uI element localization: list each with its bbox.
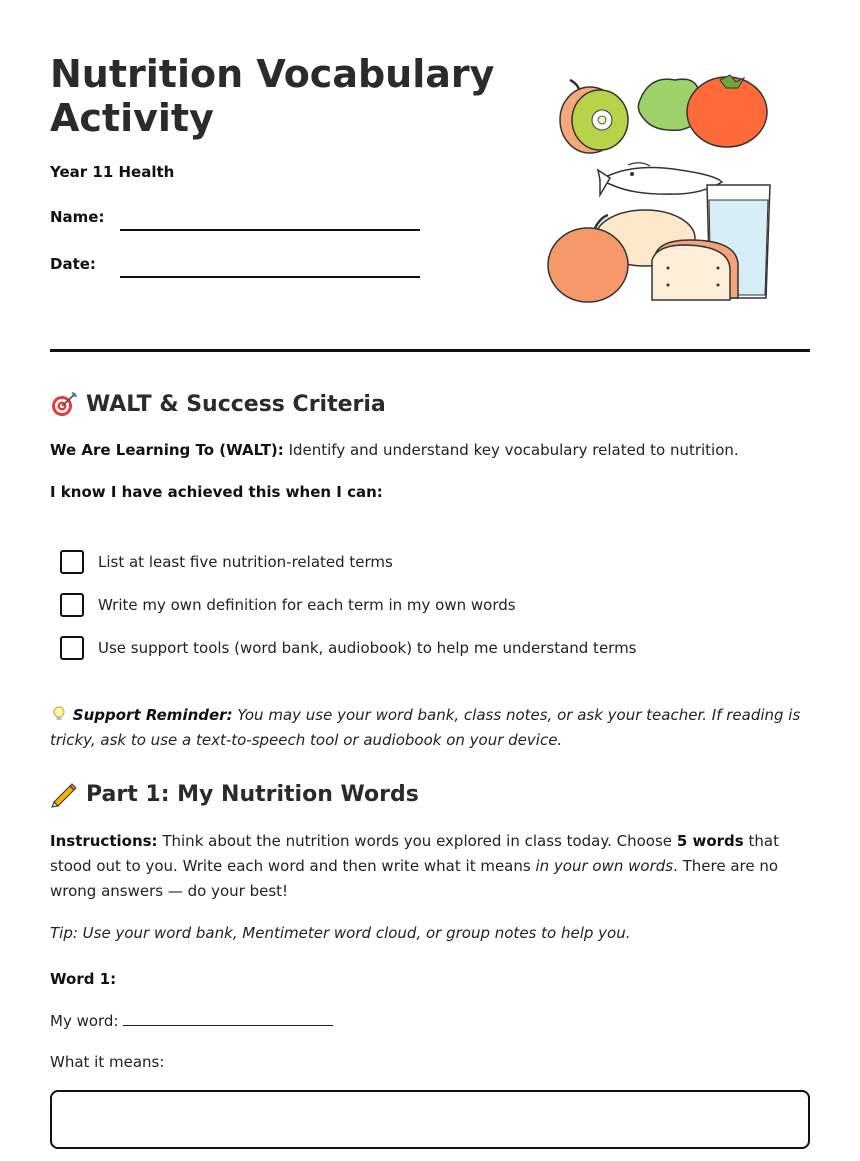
instructions-text: Think about the nutrition words you explored in class today. Choose: [162, 832, 673, 850]
tomato-icon: [687, 75, 767, 147]
tip-text: Tip: Use your word bank, Mentimeter word cloud, or group notes to help you.: [50, 924, 631, 942]
section-divider: [50, 349, 810, 352]
word-heading-text: Word 1:: [50, 970, 117, 988]
instructions: [50, 829, 810, 904]
lightbulb-icon: [50, 705, 68, 723]
definition-answer-box[interactable]: [50, 1090, 810, 1149]
criteria-intro-text: I know I have achieved this when I can:: [50, 483, 383, 501]
class-subtitle: Year 11 Health: [50, 163, 175, 181]
target-icon: [50, 390, 78, 418]
reminder-label: Support Reminder:: [72, 706, 233, 724]
page-title: Nutrition Vocabulary Activity: [50, 52, 495, 140]
criteria-checkbox[interactable]: [60, 636, 84, 660]
criteria-label: List at least five nutrition-related terms: [98, 553, 393, 571]
word-heading: [50, 967, 810, 992]
walt-statement: [50, 438, 810, 463]
instructions-label: Instructions:: [50, 832, 158, 850]
instructions-text: . There are no wrong answers — do your best!: [50, 857, 779, 900]
criteria-label: Write my own definition for each term in my own words: [98, 596, 516, 614]
instructions-italic: in your own words: [535, 857, 674, 875]
my-word-blank[interactable]: [123, 1012, 333, 1026]
criteria-item: [60, 550, 393, 574]
pencil-icon: [50, 780, 78, 808]
name-label: Name:: [50, 208, 105, 226]
criteria-intro: [50, 480, 810, 505]
means-label: What it means:: [50, 1053, 165, 1071]
reminder-text: You may use your word bank, class notes, or ask your teacher. If reading is tricky, ask to use a text-to-speech tool or audiobook on your device.: [50, 706, 801, 749]
date-label: Date:: [50, 255, 96, 273]
criteria-item: [60, 636, 637, 660]
walt-heading-text: WALT & Success Criteria: [86, 391, 386, 417]
fish-icon: [598, 163, 722, 195]
criteria-checkbox[interactable]: [60, 593, 84, 617]
date-field[interactable]: [120, 276, 420, 278]
part1-heading-text: Part 1: My Nutrition Words: [86, 781, 419, 807]
bread-slice-icon: [652, 240, 738, 300]
walt-heading: [50, 390, 386, 418]
food-illustration: [540, 70, 780, 310]
criteria-checkbox[interactable]: [60, 550, 84, 574]
walt-label: We Are Learning To (WALT):: [50, 441, 284, 459]
my-word-row: [50, 1009, 810, 1034]
walt-text: Identify and understand key vocabulary related to nutrition.: [288, 441, 739, 459]
instructions-bold: 5 words: [676, 832, 744, 850]
criteria-item: [60, 593, 516, 617]
my-word-label: My word:: [50, 1012, 119, 1030]
support-reminder: [50, 703, 810, 753]
criteria-label: Use support tools (word bank, audiobook) to help me understand terms: [98, 639, 637, 657]
kiwi-pear-icon: [560, 80, 628, 153]
name-field[interactable]: [120, 229, 420, 231]
tip: [50, 921, 810, 946]
instructions-text: that stood out to you. Write each word and then write what it means: [50, 832, 779, 875]
part1-heading: [50, 780, 419, 808]
